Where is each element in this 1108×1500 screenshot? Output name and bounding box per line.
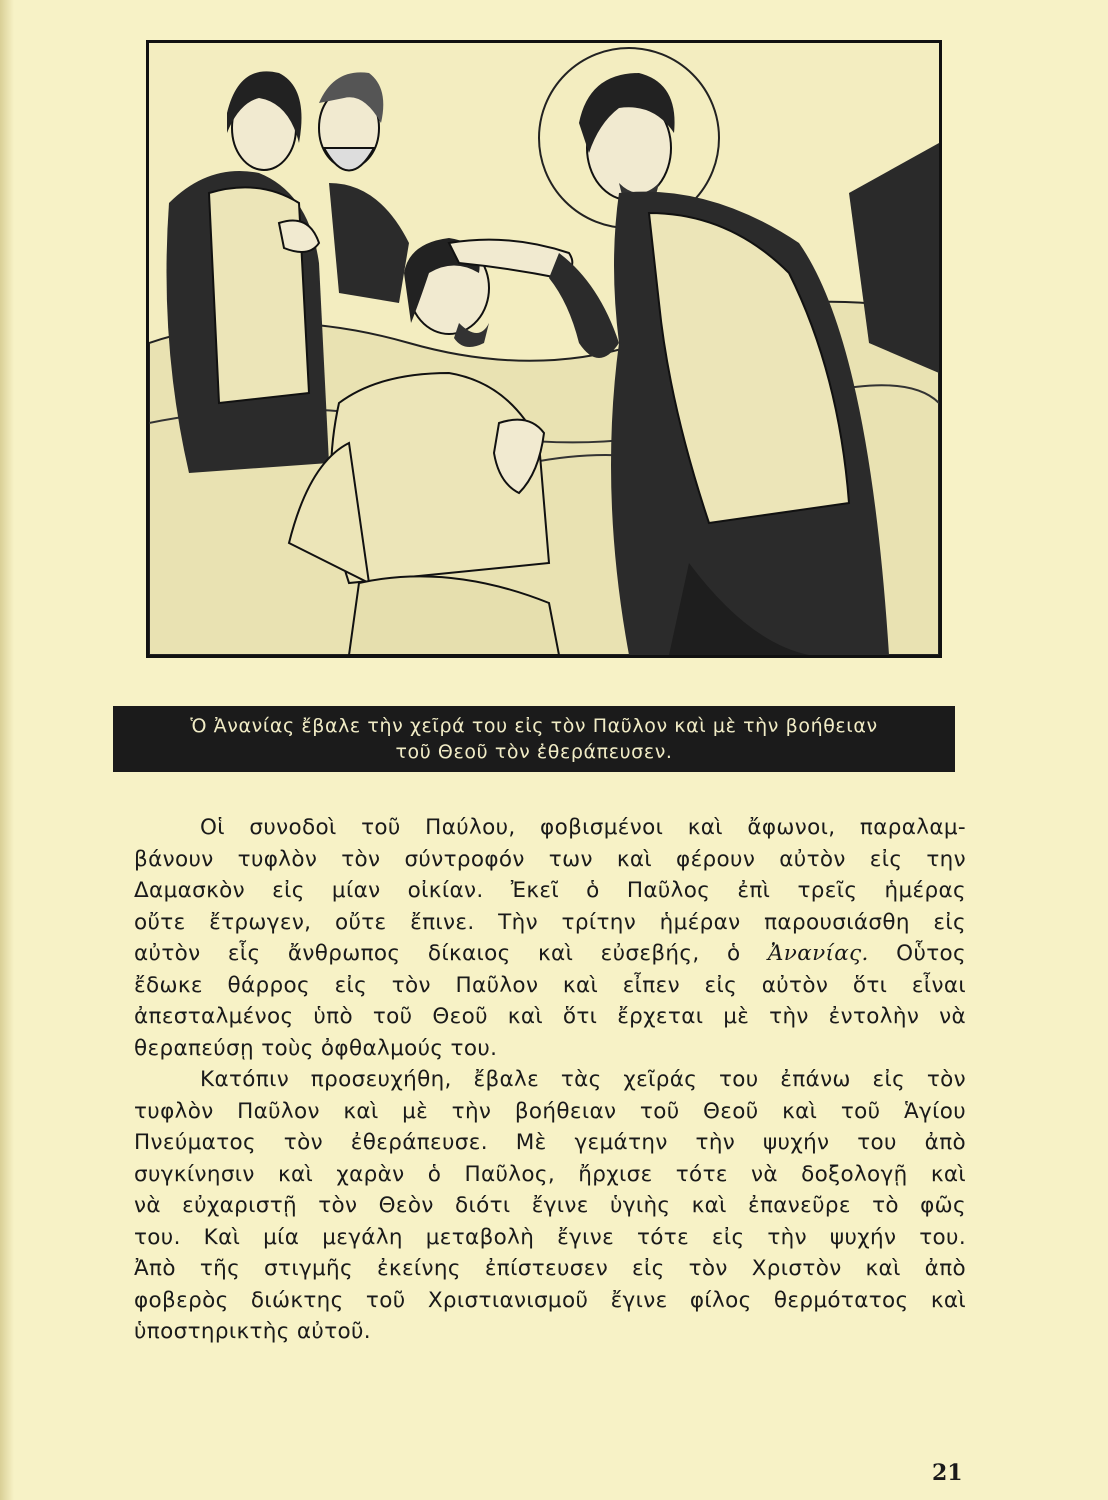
paragraph1-line: βάνουν τυφλὸν τὸν σύντροφόν των καὶ φέρουν αὐτὸν εἰς την xyxy=(134,846,966,872)
illustration xyxy=(146,40,942,658)
page-number: 21 xyxy=(932,1460,963,1486)
paragraph1-line: ἔδωκε θάρρος εἰς τὸν Παῦλον καὶ εἶπεν εἰς αὐτὸν ὅτι εἶναι xyxy=(134,972,966,998)
paragraph1-line: οὔτε ἔτρωγεν, οὔτε ἔπινε. Τὴν τρίτην ἡμέραν παρουσιάσθη εἰς xyxy=(134,909,966,935)
paragraph2-line: Ἀπὸ τῆς στιγμῆς ἐκείνης ἐπίστευσεν εἰς τὸν Χριστὸν καὶ ἀπὸ xyxy=(134,1256,966,1281)
paragraph1-line-end: Οὗτος xyxy=(896,941,967,966)
caption-line-1: Ὁ Ἀνανίας ἔβαλε τὴν χεῖρά του εἰς τὸν Παῦλον καὶ μὲ τὴν βοήθειαν xyxy=(190,715,878,737)
paragraph1-line-with-name xyxy=(134,938,966,970)
paragraph2-line: Κατόπιν προσευχήθη, ἔβαλε τὰς χεῖράς του ἐπάνω εἰς τὸν xyxy=(200,1067,966,1092)
paragraph2-line: συγκίνησιν καὶ χαρὰν ὁ Παῦλος, ἤρχισε τότε νὰ δοξολογῇ καὶ xyxy=(134,1161,966,1187)
paragraph2-line: τυφλὸν Παῦλον καὶ μὲ τὴν βοήθειαν τοῦ Θεοῦ καὶ τοῦ Ἁγίου xyxy=(134,1098,966,1124)
name-ananias: Ἀνανίας. xyxy=(767,941,869,966)
paragraph2-line: Πνεύματος τὸν ἐθεράπευσε. Μὲ γεμάτην τὴν ψυχήν του ἀπὸ xyxy=(134,1130,966,1155)
body-text xyxy=(134,812,966,1348)
page-edge xyxy=(0,0,14,1500)
paragraph2-line: νὰ εὐχαριστῇ τὸν Θεὸν διότι ἔγινε ὑγιὴς καὶ ἐπανεῦρε τὸ φῶς xyxy=(134,1193,966,1218)
paragraph1-line: Δαμασκὸν εἰς μίαν οἰκίαν. Ἐκεῖ ὁ Παῦλος ἐπὶ τρεῖς ἡμέρας xyxy=(134,878,966,903)
paragraph2-line: ὑποστηρικτὴς αὐτοῦ. xyxy=(134,1319,371,1344)
illustration-caption xyxy=(113,706,955,772)
paragraph2-line: φοβερὸς διώκτης τοῦ Χριστιανισμοῦ ἔγινε φίλος θερμότατος καὶ xyxy=(134,1287,966,1313)
paragraph2-line: του. Καὶ μία μεγάλη μεταβολὴ ἔγινε τότε εἰς τὴν ψυχήν του. xyxy=(134,1224,966,1250)
paragraph1-line-start: αὐτὸν εἷς ἄνθρωπος δίκαιος καὶ εὐσεβής, ὁ xyxy=(134,941,741,966)
paragraph1-line: Οἱ συνοδοὶ τοῦ Παύλου, φοβισμένοι καὶ ἄφωνοι, παραλαμ- xyxy=(200,815,966,840)
paragraph1-line: ἀπεσταλμένος ὑπὸ τοῦ Θεοῦ καὶ ὅτι ἔρχεται μὲ τὴν ἐντολὴν νὰ xyxy=(134,1004,966,1029)
paragraph1-line: θεραπεύσῃ τοὺς ὀφθαλμούς του. xyxy=(134,1035,498,1061)
caption-line-2: τοῦ Θεοῦ τὸν ἐθεράπευσεν. xyxy=(395,741,673,763)
healing-scene-icon xyxy=(149,43,939,655)
